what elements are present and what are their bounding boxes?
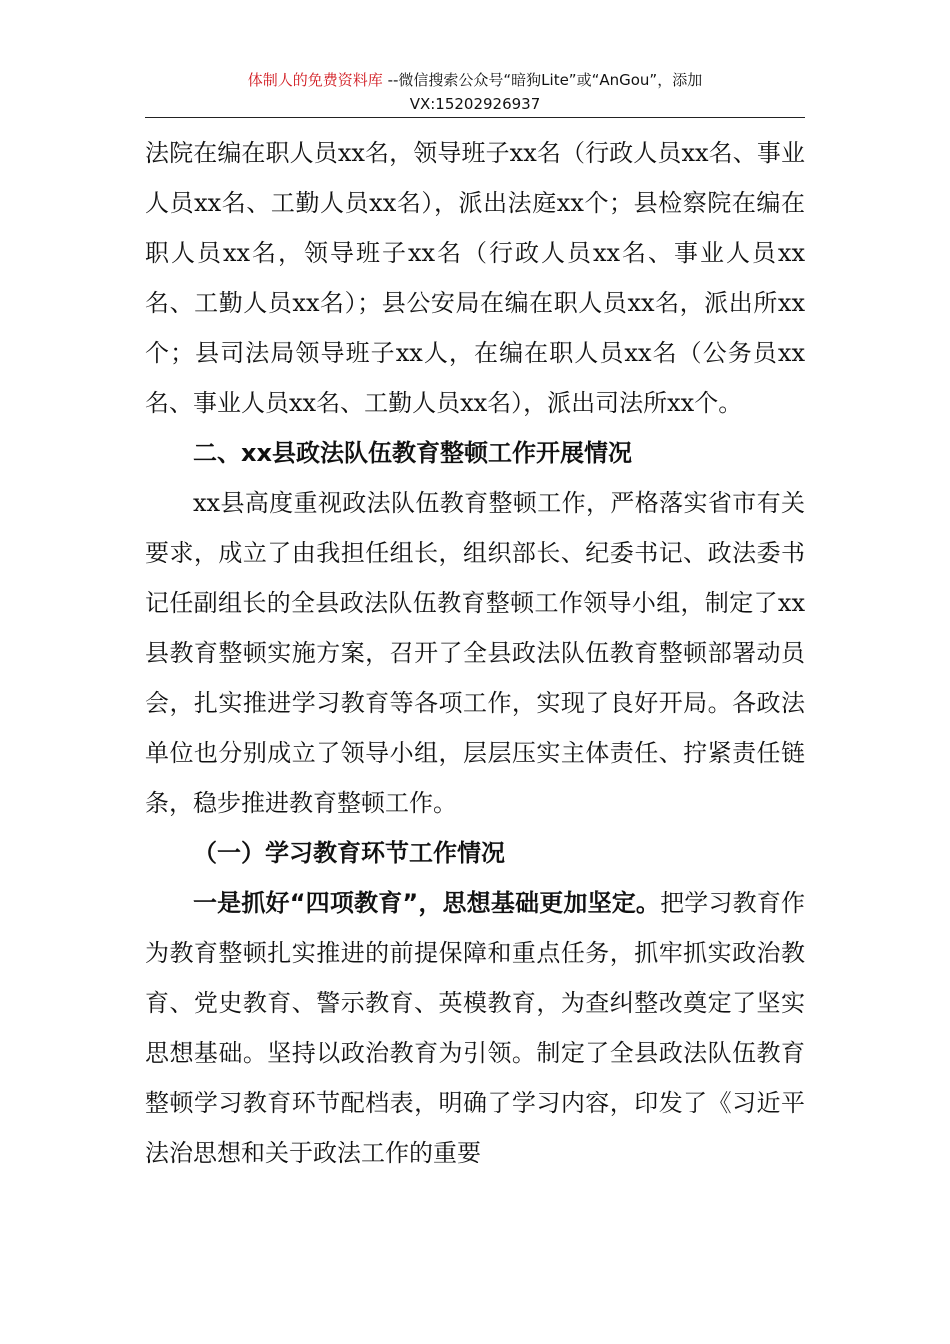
paragraph-lead: 一是抓好“四项教育”，思想基础更加坚定。 [193,889,661,917]
paragraph-four-education [145,878,805,1178]
paragraph-text: 把学习教育作为教育整顿扎实推进的前提保障和重点任务，抓牢抓实政治教育、党史教育、警示教育、英模教育，为查纠整改奠定了坚实思想基础。坚持以政治教育为引领。制定了全县政法队伍教育整顿学习教育环节配档表，明确了学习内容，印发了《习近平法治思想和关于政法工作的重要 [145,889,805,1167]
header-brand: 体制人的免费资料库 [247,71,383,89]
header-divider [145,117,805,118]
paragraph-staffing: 法院在编在职人员xx名，领导班子xx名（行政人员xx名、事业人员xx名、工勤人员xx名），派出法庭xx个；县检察院在编在职人员xx名，领导班子xx名（行政人员xx名、事业人员xx名、工勤人员xx名）；县公安局在编在职人员xx名，派出所xx个；县司法局领导班子xx人，在编在职人员xx名（公务员xx名、事业人员xx名、工勤人员xx名），派出司法所xx个。 [145,139,805,417]
header-contact: VX:15202926937 [409,95,541,113]
subsection-heading-1: （一）学习教育环节工作情况 [193,839,505,867]
header-notice: --微信搜索公众号“暗狗Lite”或“AnGou”，添加 [382,71,703,89]
page-header [145,68,805,116]
document-body [145,128,805,1178]
paragraph-overview: xx县高度重视政法队伍教育整顿工作，严格落实省市有关要求，成立了由我担任组长，组织部长、纪委书记、政法委书记任副组长的全县政法队伍教育整顿工作领导小组，制定了xx县教育整顿实施方案，召开了全县政法队伍教育整顿部署动员会，扎实推进学习教育等各项工作，实现了良好开局。各政法单位也分别成立了领导小组，层层压实主体责任、拧紧责任链条，稳步推进教育整顿工作。 [145,489,805,817]
section-heading-2: 二、xx县政法队伍教育整顿工作开展情况 [193,439,632,467]
